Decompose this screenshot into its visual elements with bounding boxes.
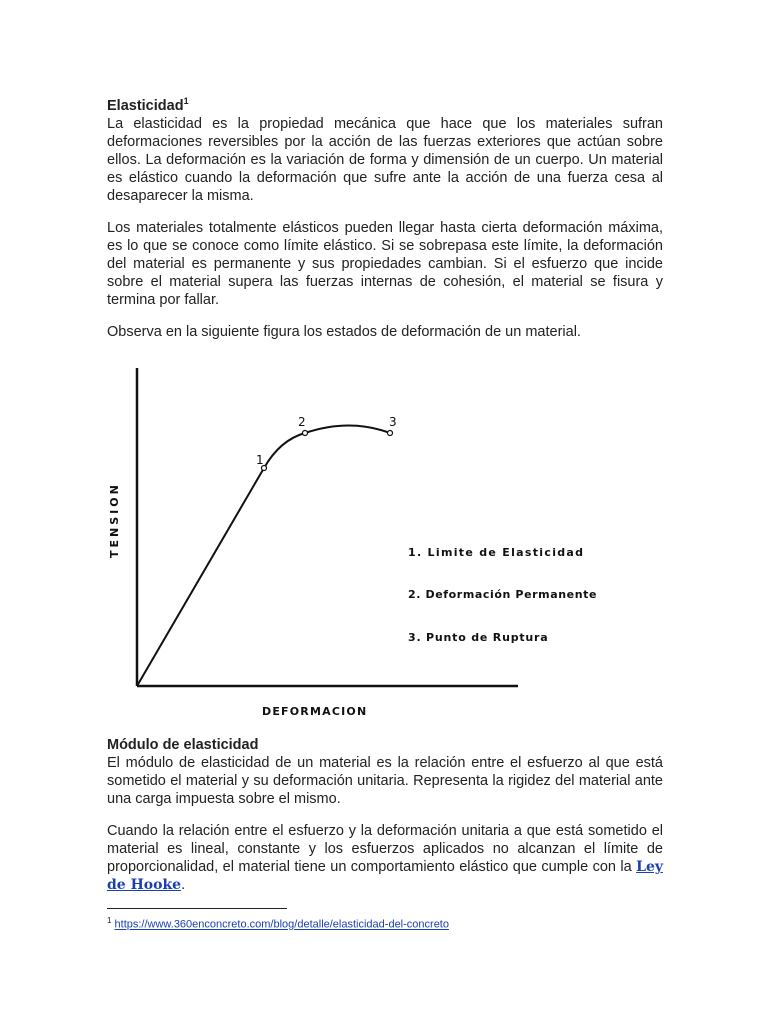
point-1-label: 1: [256, 453, 264, 467]
legend-item-2: 2. Deformación Permanente: [408, 588, 598, 601]
paragraph-1: La elasticidad es la propiedad mecánica que hace que los materiales sufran deformaciones reversibles por la acción de las fuerzas exteriores que actúan sobre ellos. La deformación es la variación de forma y dimensión de un cuerpo. Un material es elástico cuando la deformación que sufre ante la acción de una fuerza cesa al desaparecer la misma.: [107, 115, 663, 204]
legend-item-3: 3. Punto de Ruptura: [408, 631, 549, 644]
y-axis-label: TENSION: [108, 482, 121, 558]
legend-item-1: 1. Limite de Elasticidad: [408, 546, 585, 559]
point-3-label: 3: [389, 415, 397, 429]
heading-modulo: Módulo de elasticidad: [107, 737, 259, 753]
footnote-ref[interactable]: 1: [183, 96, 189, 106]
paragraph-5-end: .: [181, 877, 186, 893]
paragraph-3: Observa en la siguiente figura los estados de deformación de un material.: [107, 323, 581, 340]
paragraph-5-text: Cuando la relación entre el esfuerzo y la deformación unitaria a que está sometido el material es lineal, constante y los esfuerzos aplicados no alcanzan el límite de proporcionalidad, el material tiene un comportamiento elástico que cumple con la: [107, 823, 663, 875]
footnote: [107, 916, 449, 931]
stress-strain-figure: [100, 358, 600, 728]
section-modulo: [107, 736, 663, 894]
footnote-number: 1: [107, 916, 112, 925]
point-2-label: 2: [298, 415, 306, 429]
footnote-link[interactable]: https://www.360enconcreto.com/blog/detalle/elasticidad-del-concreto: [114, 918, 449, 931]
heading-elasticidad: Elasticidad$^1$: [107, 96, 189, 114]
paragraph-5: [107, 822, 663, 894]
footnote-divider: [107, 908, 287, 909]
paragraph-2: Los materiales totalmente elásticos pueden llegar hasta cierta deformación máxima, es lo que se conoce como límite elástico. Si se sobrepasa este límite, la deformación del material es permanente y sus propiedades cambian. Si el esfuerzo que incide sobre el material supera las fuerzas internas de cohesión, el material se fisura y termina por fallar.: [107, 219, 663, 308]
paragraph-4: El módulo de elasticidad de un material es la relación entre el esfuerzo al que está sometido el material y su deformación unitaria. Representa la rigidez del material ante una carga impuesta sobre el mismo.: [107, 755, 663, 807]
point-2-marker: [303, 431, 308, 436]
section-elasticidad: [107, 92, 663, 341]
x-axis-label: DEFORMACION: [262, 705, 368, 718]
point-3-marker: [388, 431, 393, 436]
ley-de-hooke-link[interactable]: Ley de Hooke: [107, 859, 663, 893]
